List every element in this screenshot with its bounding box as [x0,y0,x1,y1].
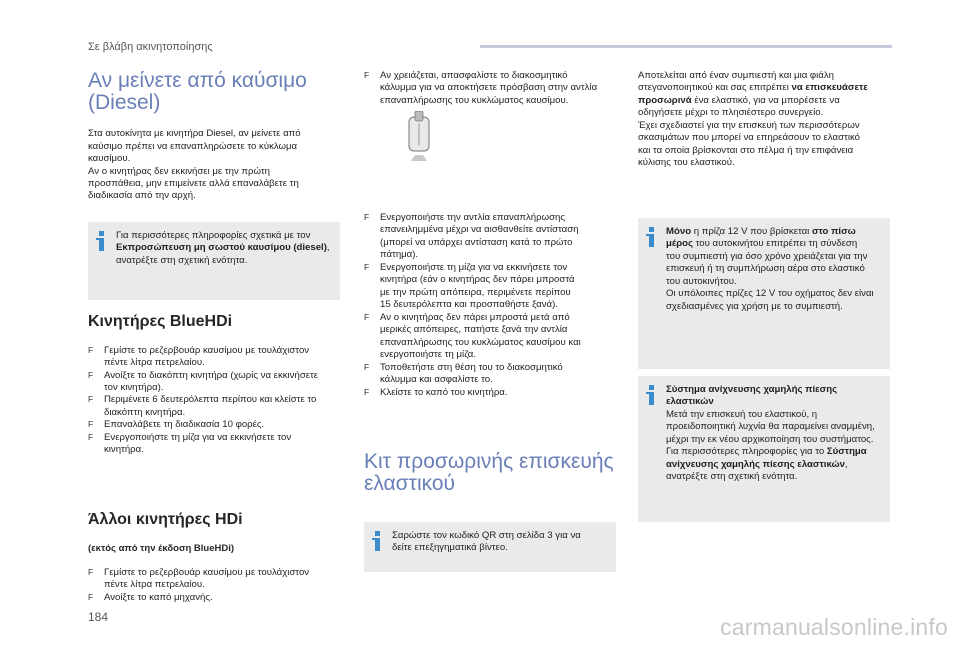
list-item: F Ενεργοποιήστε τη μίζα για να εκκινήσετε τον κινητήρα. [88,432,340,457]
info-icon [646,385,658,405]
list-item: F Αν χρειάζεται, απασφαλίστε το διακοσμητικό κάλυμμα για να αποκτήσετε πρόσβαση στην αντλία επαναπλήρωσης του κυκλώματος καυσίμου. [364,70,616,107]
list-item: F Ανοίξτε το καπό μηχανής. [88,592,340,604]
info-box-qr: Σαρώστε τον κωδικό QR στη σελίδα 3 για να δείτε επεξηγηματικά βίντεο. [364,522,616,572]
info-box-misfuel: Για περισσότερες πληροφορίες σχετικά με τον Εκπροσώπευση μη σωστού καυσίμου (diesel), ανατρέξτε στη σχετική ενότητα. [88,222,340,300]
list-item: F Περιμένετε 6 δευτερόλεπτα περίπου και κλείστε το διακόπτη κινητήρα. [88,394,340,419]
watermark: carmanualsonline.info [720,614,948,641]
priming-pump-illustration [395,111,443,165]
heading-tyre-kit: Κιτ προσωρινής επισκευής ελαστικού [364,450,614,496]
list-item: F Ενεργοποιήστε τη μίζα για να εκκινήσετε τον κινητήρα (εάν ο κινητήρας δεν πάρει μπροστά με την πρώτη απόπειρα, περιμένετε περίπου 15 δευτερόλεπτα και προσπαθήστε ξανά). [364,262,616,312]
bluehdi-steps [88,345,340,457]
hdi-steps [88,567,340,604]
info-box-12v: Μόνο η πρίζα 12 V που βρίσκεται στο πίσω μέρος του αυτοκινήτου επιτρέπει τη σύνδεση του συμπιεστή για όσο χρόνο χρειάζεται για την επισκευή ή τη συμπλήρωση αέρα στο ελαστικό του αυτοκινήτου. Οι υπόλοιπες πρίζες 12 V του οχήματος δεν είναι σχεδιασμένες για χρήση με το συμπιεστή. [638,218,890,369]
section-title: Σε βλάβη ακινητοποίησης [88,41,213,53]
hdi-section [88,511,340,604]
header-rule [480,45,892,48]
list-item: F Ανοίξτε το διακόπτη κινητήρα (χωρίς να εκκινήσετε τον κινητήρα). [88,370,340,395]
intro-text: Στα αυτοκίνητα με κινητήρα Diesel, αν μείνετε από καύσιμο πρέπει να επαναπληρώσετε το κύκλωμα καυσίμου. Αν ο κινητήρας δεν εκκινήσει με την πρώτη προσπάθεια, μην επιμείνετε αλλά επαναλάβετε τη διαδικασία από την αρχή. [88,128,301,202]
subheading-hdi: (εκτός από την έκδοση BlueHDi) [88,542,234,554]
priming-steps-section [364,212,616,399]
list-item: F Γεμίστε το ρεζερβουάρ καυσίμου με τουλάχιστον πέντε λίτρα πετρελαίου. [88,567,340,592]
column-3: Αποτελείται από έναν συμπιεστή και μια φιάλη στεγανοποιητικού και σας επιτρέπει να επισκευάσετε προσωρινά ένα ελαστικό, για να μπορέσετε να οδηγήσετε μέχρι το πλησιέστερο συνεργείο. Έχει σχεδιαστεί για την επισκευή των περισσότερων σκασιμάτων που μπορεί να επηρεάσουν το ελαστικό και τα οποία βρίσκονται στο πέλμα ή την επιφάνεια κύλισης του ελαστικού. [638,70,868,169]
list-item: F Ενεργοποιήστε την αντλία επαναπλήρωσης επανειλημμένα μέχρι να αισθανθείτε αντίσταση (μπορεί να υπάρχει αντίσταση κατά το πρώτο πάτημα). [364,212,616,262]
cover-step [364,70,616,107]
column-1 [88,70,340,203]
list-item: F Τοποθετήστε στη θέση του το διακοσμητικό κάλυμμα και ασφαλίστε το. [364,362,616,387]
list-item: F Αν ο κινητήρας δεν πάρει μπροστά μετά από μερικές απόπειρες, πατήστε ξανά την αντλία επαναπλήρωσης του κυκλώματος καυσίμου και ενεργοποιήστε τη μίζα. [364,312,616,362]
column-2 [364,70,616,107]
list-item: F Κλείστε το καπό του κινητήρα. [364,387,616,399]
info-icon [96,231,108,251]
info-icon [646,227,658,247]
list-item: F Επαναλάβετε τη διαδικασία 10 φορές. [88,419,340,431]
heading-out-of-fuel: Αν μείνετε από καύσιμο (Diesel) [88,69,307,115]
heading-bluehdi: Κινητήρες BlueHDi [88,313,233,330]
info-box-tpms: Σύστημα ανίχνευσης χαμηλής πίεσης ελαστικών Μετά την επισκευή του ελαστικού, η προειδοποιητική λυχνία θα παραμείνει αναμμένη, μέχρι την εκ νέου αρχικοποίηση του συστήματος. Για περισσότερες πληροφορίες για το Σύστημα ανίχνευσης χαμηλής πίεσης ελαστικών, ανατρέξτε στη σχετική ενότητα. [638,376,890,522]
bluehdi-section [88,313,340,457]
list-item: F Γεμίστε το ρεζερβουάρ καυσίμου με τουλάχιστον πέντε λίτρα πετρελαίου. [88,345,340,370]
info-icon [372,531,384,551]
priming-steps [364,212,616,399]
page-number: 184 [88,610,109,624]
heading-hdi: Άλλοι κινητήρες HDi [88,511,243,528]
